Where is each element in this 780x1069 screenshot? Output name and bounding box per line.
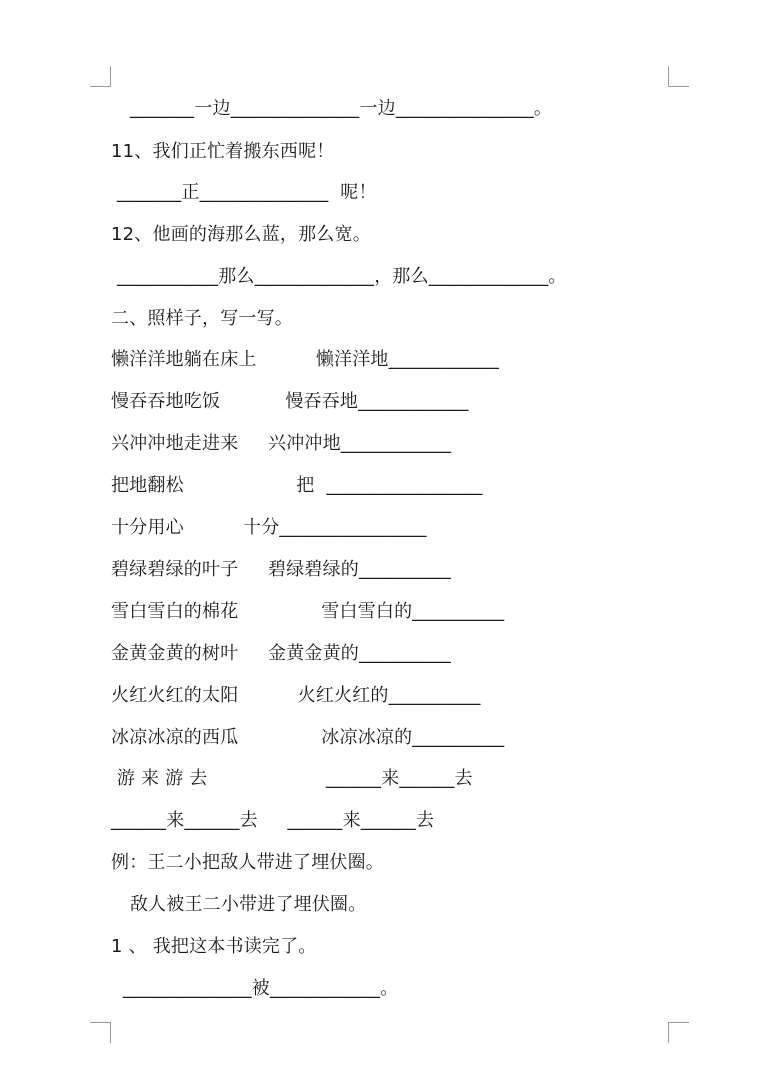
question-1: 1 、 我把这本书读完了。 [111,936,317,957]
crop-mark-top-left [90,66,111,87]
example-row-3: 兴冲冲地走进来 兴冲冲地____________ [111,433,452,454]
crop-mark-bottom-right [668,1022,689,1043]
blank-line-name: ___________那么_____________，那么_____________。 [117,266,567,287]
example-row-11: 游 来 游 去 ______来______去 [111,768,473,789]
section-heading-2: 二、照样子，写一写。 [111,308,293,329]
answer-line-1: ______________被____________。 [111,978,399,999]
example-row-4: 把地翻松 把 _________________ [111,475,483,496]
example-row-9: 火红火红的太阳 火红火红的__________ [111,685,481,706]
example-row-2: 慢吞吞地吃饭 慢吞吞地____________ [111,391,469,412]
example-row-5: 十分用心 十分________________ [111,517,427,538]
blank-line-zheng: _______正______________ 呢！ [117,182,377,203]
crop-mark-top-right [668,66,689,87]
blank-line-yibian: _______一边______________一边_______________。 [118,98,553,119]
crop-mark-bottom-left [90,1022,111,1043]
example-row-8: 金黄金黄的树叶 金黄金黄的__________ [111,643,452,664]
question-11: 11、我们正忙着搬东西呢！ [111,141,335,162]
example-row-6: 碧绿碧绿的叶子 碧绿碧绿的__________ [111,559,452,580]
question-12: 12、他画的海那么蓝，那么宽。 [111,224,371,245]
example-row-12: ______来______去 ______来______去 [111,810,435,831]
example-row-1: 懒洋洋地躺在床上 懒洋洋地____________ [111,349,500,370]
example-answer: 敌人被王二小带进了埋伏圈。 [118,894,367,915]
example-row-10: 冰凉冰凉的西瓜 冰凉冰凉的__________ [111,727,505,748]
example-row-7: 雪白雪白的棉花 雪白雪白的__________ [111,601,505,622]
example-sentence: 例：王二小把敌人带进了埋伏圈。 [111,852,384,873]
